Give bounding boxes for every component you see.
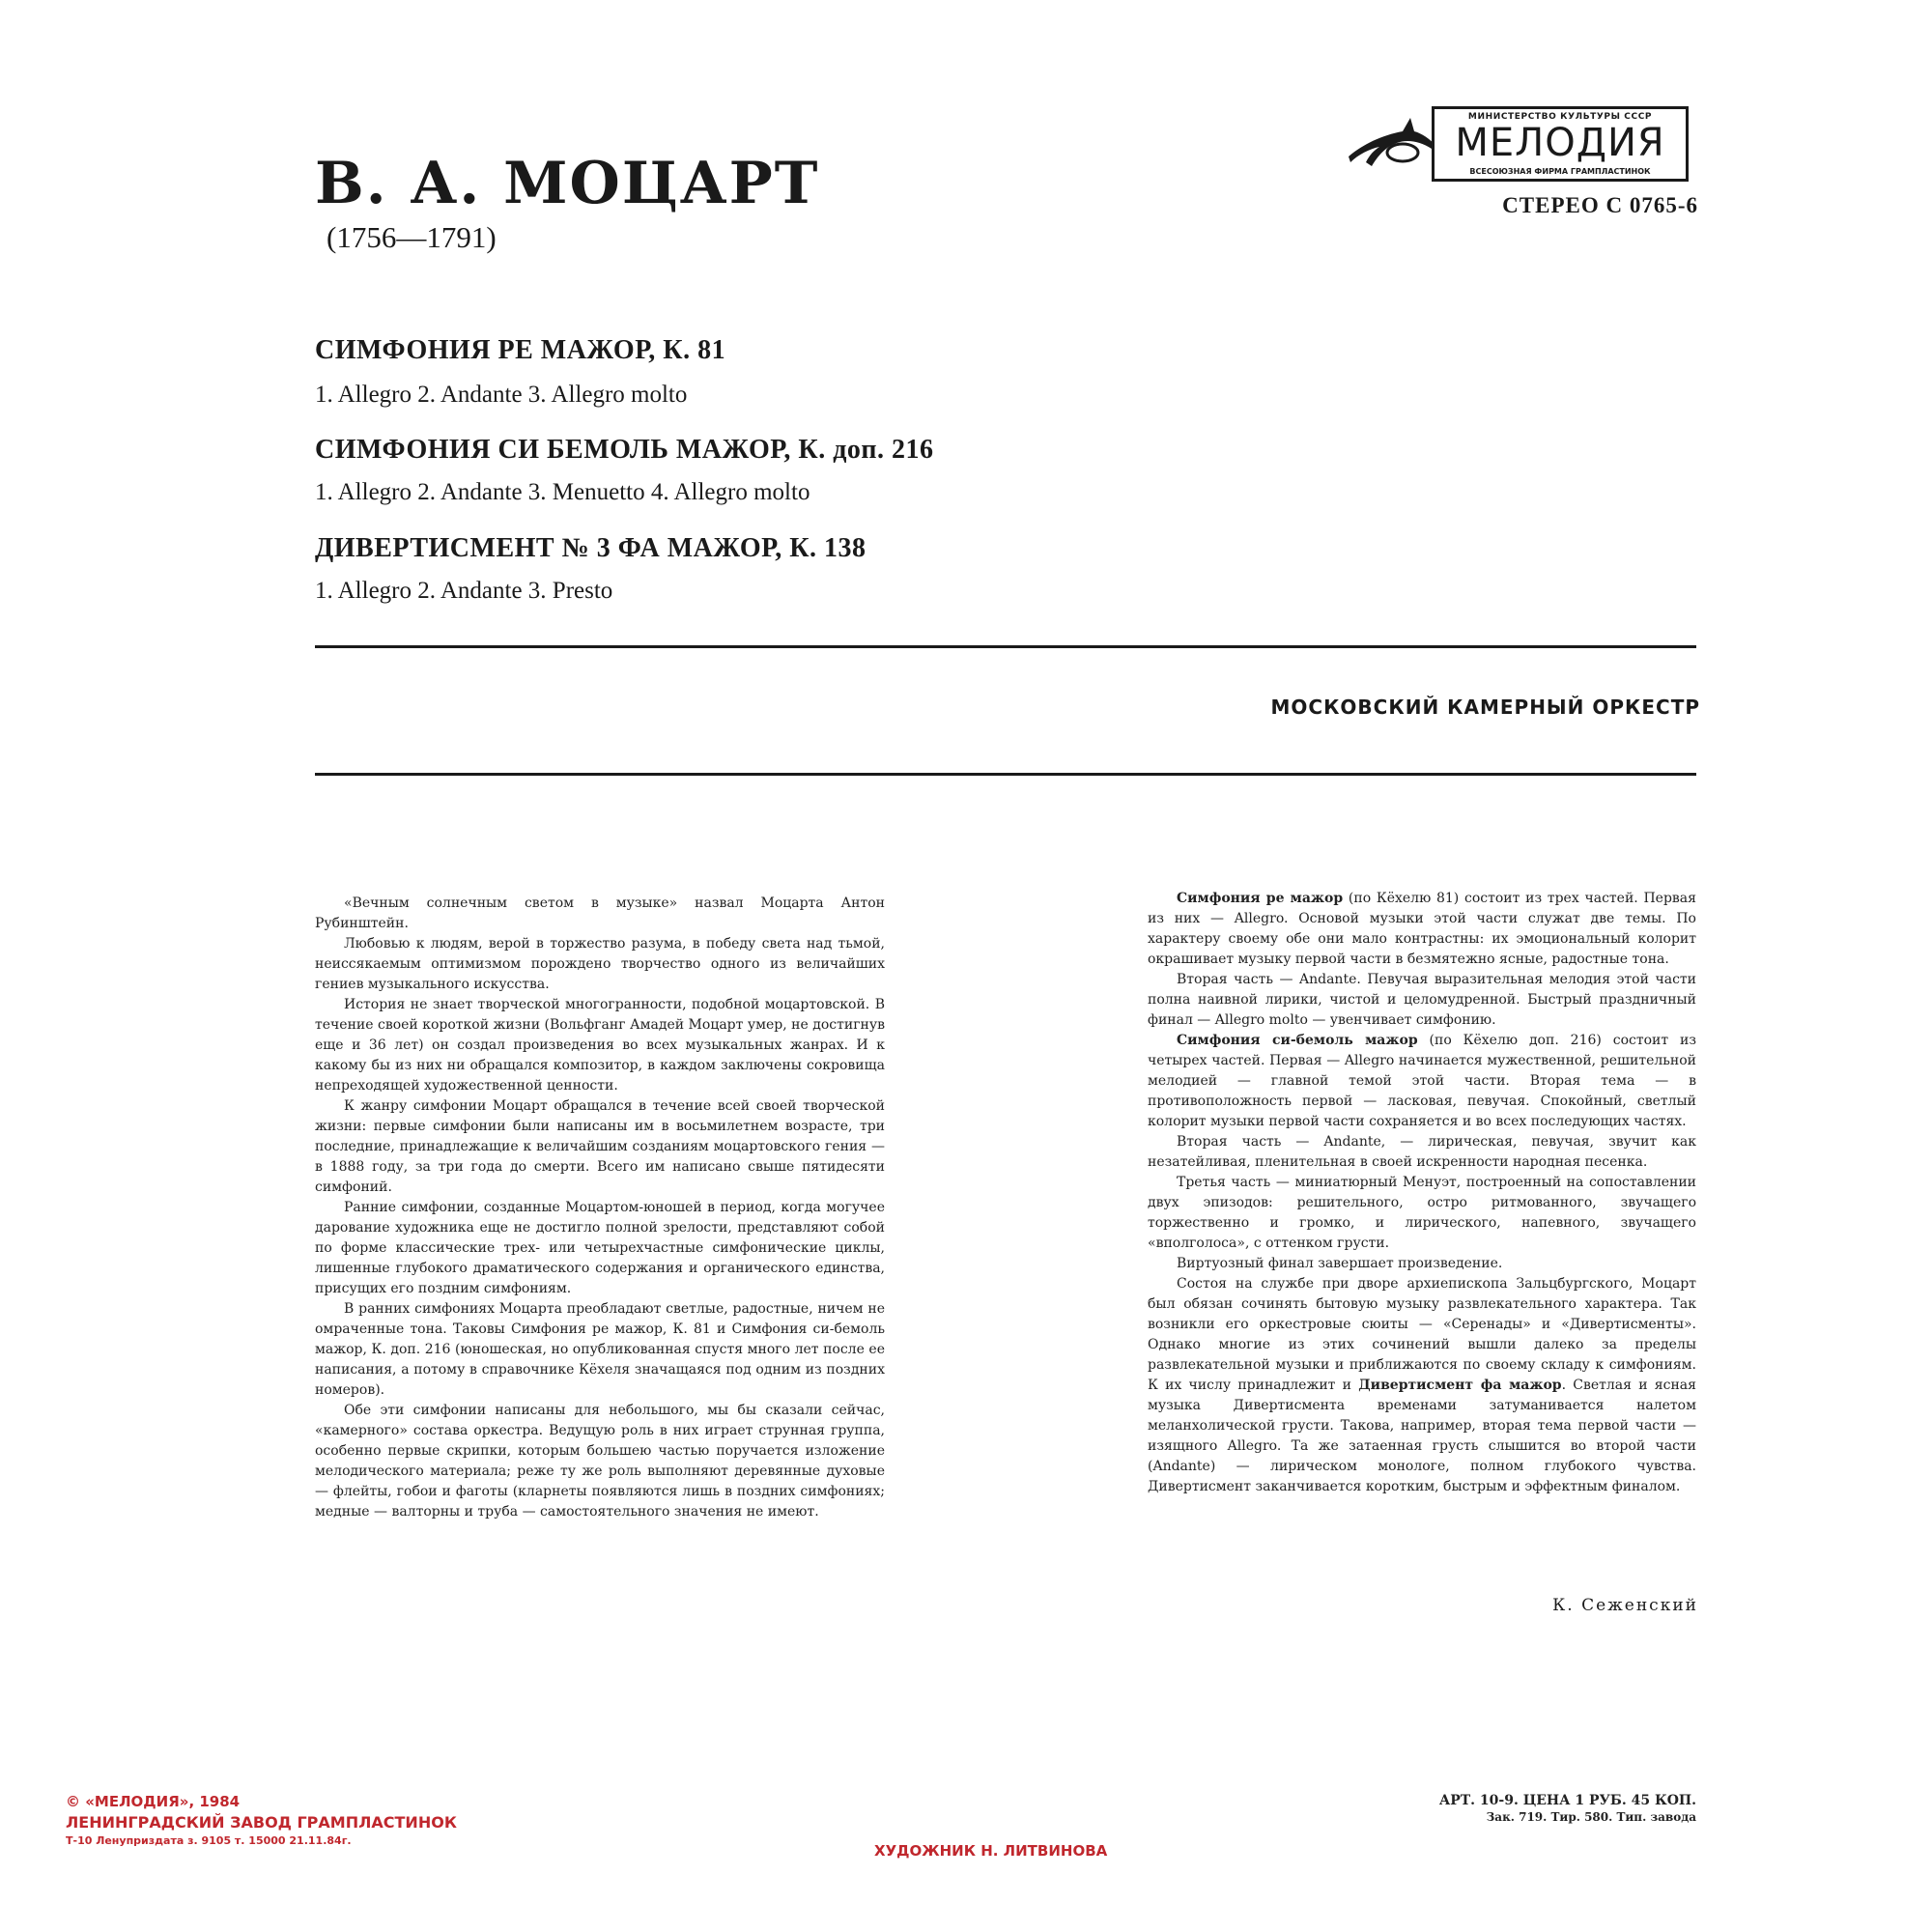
notes-paragraph: Обе эти симфонии написаны для небольшого, мы бы сказали сейчас, «камерного» состава оркестра. Ведущую роль в них играет струнная группа, особенно первые скрипки, которым большею частью поручается изложение мелодического материала; реже ту же роль выполняют деревянные духовые — флейты, гобои и фаготы (кларнеты появляются лишь в поздних симфониях; медные — валторны и труба — самостоятельного значения не имеют. bbox=[315, 1403, 885, 1520]
notes-paragraph: Ранние симфонии, созданные Моцартом-юношей в период, когда могучее дарование художника еще не достигло полной зрелости, представляют собой по форме классические трех- или четырехчастные симфонические циклы, лишенные глубокого драматического содержания и органического единства, присущих его поздним симфониям. bbox=[315, 1200, 885, 1296]
notes-paragraph: «Вечным солнечным светом в музыке» назвал Моцарта Антон Рубинштейн. bbox=[315, 895, 885, 931]
logo-wordmark: МЕЛОДИЯ bbox=[1455, 121, 1665, 165]
work-title-1: СИМФОНИЯ РЕ МАЖОР, К. 81 bbox=[315, 335, 726, 365]
notes-paragraph: Вторая часть — Andante, — лирическая, певучая, звучит как незатейливая, пленительная в своей искренности народная песенка. bbox=[1148, 1134, 1696, 1170]
notes-paragraph: Состоя на службе при дворе архиепископа Зальцбургского, Моцарт был обязан сочинять бытовую музыку развлекательного характера. Так возникли его оркестровые сюиты — «Серенады» и «Дивертисменты». Однако многие из этих сочинений вышли далеко за пределы развлекательной музыки и приближаются по своему складу к симфониям. К их числу принадлежит и Дивертисмент фа мажор. Светлая и ясная музыка Дивертисмента временами затуманивается налетом меланхолической грусти. Такова, например, вторая тема первой части — изящного Allegro. Та же затаенная грусть слышится во второй части (Andante) — лирическом монологе, полном глубокого чувства. Дивертисмент заканчивается коротким, быстрым и эффектным финалом. bbox=[1148, 1276, 1696, 1494]
work-reference: Симфония ре мажор bbox=[1177, 891, 1344, 906]
work-parts-1: 1. Allegro 2. Andante 3. Allegro molto bbox=[315, 382, 688, 408]
cover-artist: ХУДОЖНИК Н. ЛИТВИНОВА bbox=[874, 1842, 1108, 1860]
performer: МОСКОВСКИЙ КАМЕРНЫЙ ОРКЕСТР bbox=[1270, 696, 1700, 719]
notes-paragraph: Вторая часть — Andante. Певучая выразительная мелодия этой части полна наивной лирики, чистой и целомудренной. Быстрый праздничный финал — Allegro molto — увенчивает симфонию. bbox=[1148, 972, 1696, 1028]
notes-paragraph: Третья часть — миниатюрный Менуэт, построенный на сопоставлении двух эпизодов: решительного, остро ритмованного, звучащего торжественно и громко, и лирического, напевного, звучащего «вполголоса», с оттенком грусти. bbox=[1148, 1175, 1696, 1251]
copyright: © «МЕЛОДИЯ», 1984 bbox=[66, 1793, 241, 1810]
liner-notes-left bbox=[315, 894, 885, 1522]
print-info: Т-10 Ленуприздата з. 9105 т. 15000 21.11.84г. bbox=[66, 1834, 352, 1847]
composer-name: В. А. МОЦАРТ bbox=[315, 150, 820, 217]
notes-paragraph: История не знает творческой многогранности, подобной моцартовской. В течение своей короткой жизни (Вольфганг Амадей Моцарт умер, не достигнув еще и 36 лет) он создал произведения во всех музыкальных жанрах. И к какому бы из них ни обращался композитор, в каждом заключены сокровища непреходящей художественной ценности. bbox=[315, 997, 885, 1094]
melodiya-logo bbox=[1343, 106, 1690, 184]
notes-paragraph: В ранних симфониях Моцарта преобладают светлые, радостные, ничем не омраченные тона. Таковы Симфония ре мажор, К. 81 и Симфония си-бемоль мажор, К. доп. 216 (юношеская, но опубликованная спустя много лет после ее написания, а потому в справочнике Кёхеля значащаяся под одним из поздних номеров). bbox=[315, 1301, 885, 1398]
divider-top bbox=[315, 645, 1696, 648]
author-signature: К. Сеженский bbox=[1552, 1596, 1698, 1615]
logo-ministry: МИНИСТЕРСТВО КУЛЬТУРЫ СССР bbox=[1467, 112, 1653, 122]
notes-paragraph: Виртуозный финал завершает произведение. bbox=[1177, 1256, 1503, 1271]
work-title-2: СИМФОНИЯ СИ БЕМОЛЬ МАЖОР, К. доп. 216 bbox=[315, 435, 934, 465]
notes-paragraph: Симфония ре мажор (по Кёхелю 81) состоит из трех частей. Первая из них — Allegro. Основой музыки этой части служат две темы. По характеру своему обе они мало контрастны: их эмоциональный колорит окрашивает музыку первой части в безмятежно ясные, радостные тона. bbox=[1148, 891, 1696, 967]
work-title-3: ДИВЕРТИСМЕНТ № 3 ФА МАЖОР, К. 138 bbox=[315, 533, 867, 563]
work-reference: Симфония си-бемоль мажор bbox=[1177, 1033, 1418, 1048]
manufacturing-plant: ЛЕНИНГРАДСКИЙ ЗАВОД ГРАМПЛАСТИНОК bbox=[66, 1813, 457, 1832]
catalog-number: СТЕРЕО С 0765-6 bbox=[1502, 193, 1698, 217]
logo-subtitle: ВСЕСОЮЗНАЯ ФИРМА ГРАМПЛАСТИНОК bbox=[1469, 167, 1651, 176]
melodiya-emblem-icon bbox=[1343, 106, 1439, 184]
work-parts-2: 1. Allegro 2. Andante 3. Menuetto 4. Allegro molto bbox=[315, 479, 810, 505]
notes-paragraph: Симфония си-бемоль мажор (по Кёхелю доп. 216) состоит из четырех частей. Первая — Allegro начинается мужественной, решительной мелодией — главной темой этой части. Вторая тема — в противоположность первой — ласковая, певучая. Спокойный, светлый колорит музыки первой части сохраняется и во всех последующих частях. bbox=[1148, 1033, 1696, 1129]
composer-years: (1756—1791) bbox=[327, 220, 497, 254]
order-info: Зак. 719. Тир. 580. Тип. завода bbox=[1486, 1810, 1696, 1824]
footer-publisher bbox=[66, 1793, 520, 1847]
work-reference: Дивертисмент фа мажор bbox=[1358, 1378, 1562, 1393]
liner-notes-right bbox=[1148, 889, 1696, 1497]
price: АРТ. 10-9. ЦЕНА 1 РУБ. 45 КОП. bbox=[1438, 1793, 1696, 1808]
notes-paragraph: Любовью к людям, верой в торжество разума, в победу света над тьмой, неиссякаемым оптимизмом порождено творчество одного из величайших гениев музыкального искусства. bbox=[315, 936, 885, 992]
footer-price-block bbox=[1391, 1793, 1696, 1824]
logo-box bbox=[1432, 106, 1689, 182]
divider-bottom bbox=[315, 773, 1696, 776]
notes-paragraph: К жанру симфонии Моцарт обращался в течение всей своей творческой жизни: первые симфонии были написаны им в восьмилетнем возрасте, три последние, принадлежащие к величайшим созданиям моцартовского гения — в 1888 году, за три года до смерти. Всего им написано свыше пятидесяти симфоний. bbox=[315, 1098, 885, 1195]
work-parts-3: 1. Allegro 2. Andante 3. Presto bbox=[315, 578, 613, 604]
